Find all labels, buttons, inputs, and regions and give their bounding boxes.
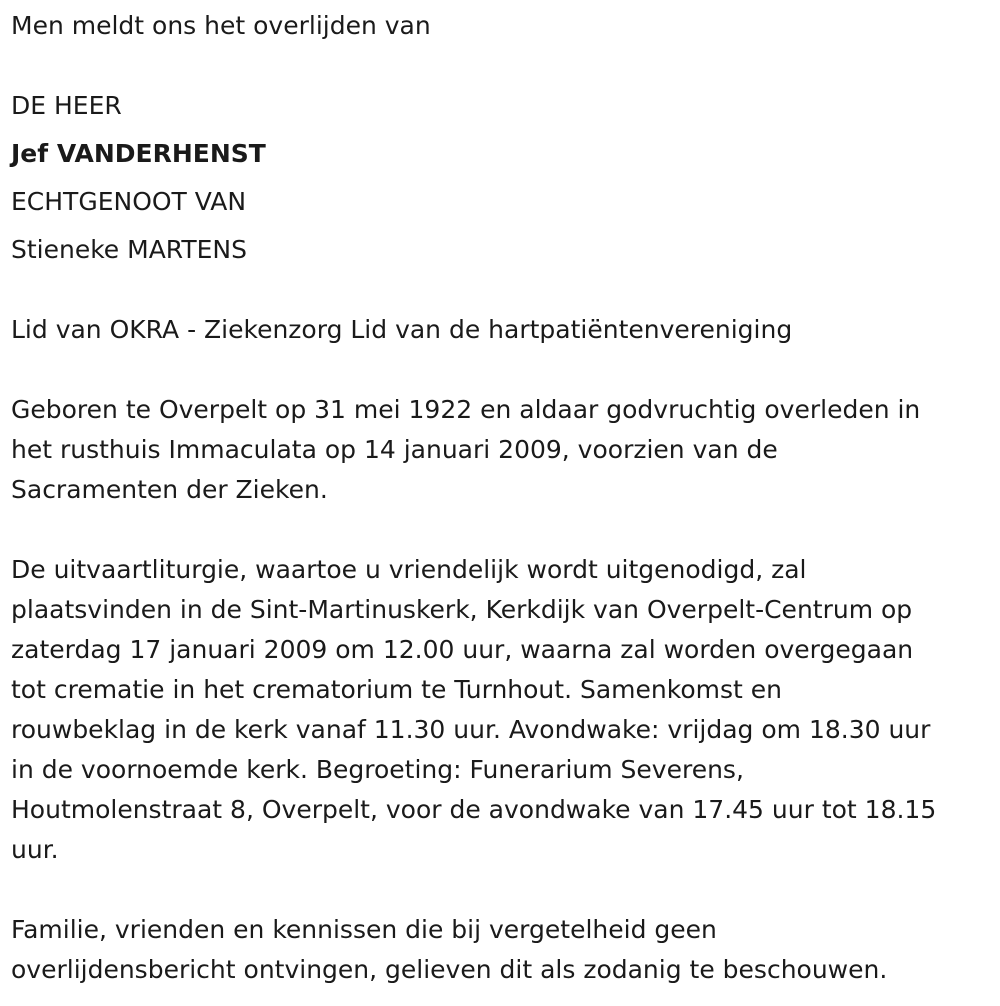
relation-label: ECHTGENOOT VAN [11,187,247,216]
paragraph-line: het rusthuis Immaculata op 14 januari 2009, voorzien van de [11,435,778,464]
paragraph-line: Houtmolenstraat 8, Overpelt, voor de avondwake van 17.45 uur tot 18.15 [11,795,937,824]
paragraph-line: Geboren te Overpelt op 31 mei 1922 en aldaar godvruchtig overleden in [11,395,921,424]
birth-paragraph [11,390,991,510]
paragraph-line: tot crematie in het crematorium te Turnhout. Samenkomst en [11,675,782,704]
honorific: DE HEER [11,91,122,120]
paragraph-line: De uitvaartliturgie, waartoe u vriendelijk wordt uitgenodigd, zal [11,555,807,584]
paragraph-line: Familie, vrienden en kennissen die bij vergetelheid geen [11,915,717,944]
spouse-name: Stieneke MARTENS [11,235,247,264]
deceased-name: Jef VANDERHENST [11,139,266,168]
deceased-block [11,82,266,274]
intro-text: Men meldt ons het overlijden van [11,11,431,40]
paragraph-line: uur. [11,835,59,864]
paragraph-line: Sacramenten der Zieken. [11,475,328,504]
paragraph-line: zaterdag 17 januari 2009 om 12.00 uur, waarna zal worden overgegaan [11,635,914,664]
closing-paragraph [11,910,991,990]
funeral-paragraph [11,550,991,870]
paragraph-line: plaatsvinden in de Sint-Martinuskerk, Kerkdijk van Overpelt-Centrum op [11,595,913,624]
paragraph-line: rouwbeklag in de kerk vanaf 11.30 uur. Avondwake: vrijdag om 18.30 uur [11,715,931,744]
membership-text: Lid van OKRA - Ziekenzorg Lid van de hartpatiëntenvereniging [11,315,793,344]
paragraph-line: overlijdensbericht ontvingen, gelieven dit als zodanig te beschouwen. [11,955,888,984]
paragraph-line: in de voornoemde kerk. Begroeting: Funerarium Severens, [11,755,744,784]
